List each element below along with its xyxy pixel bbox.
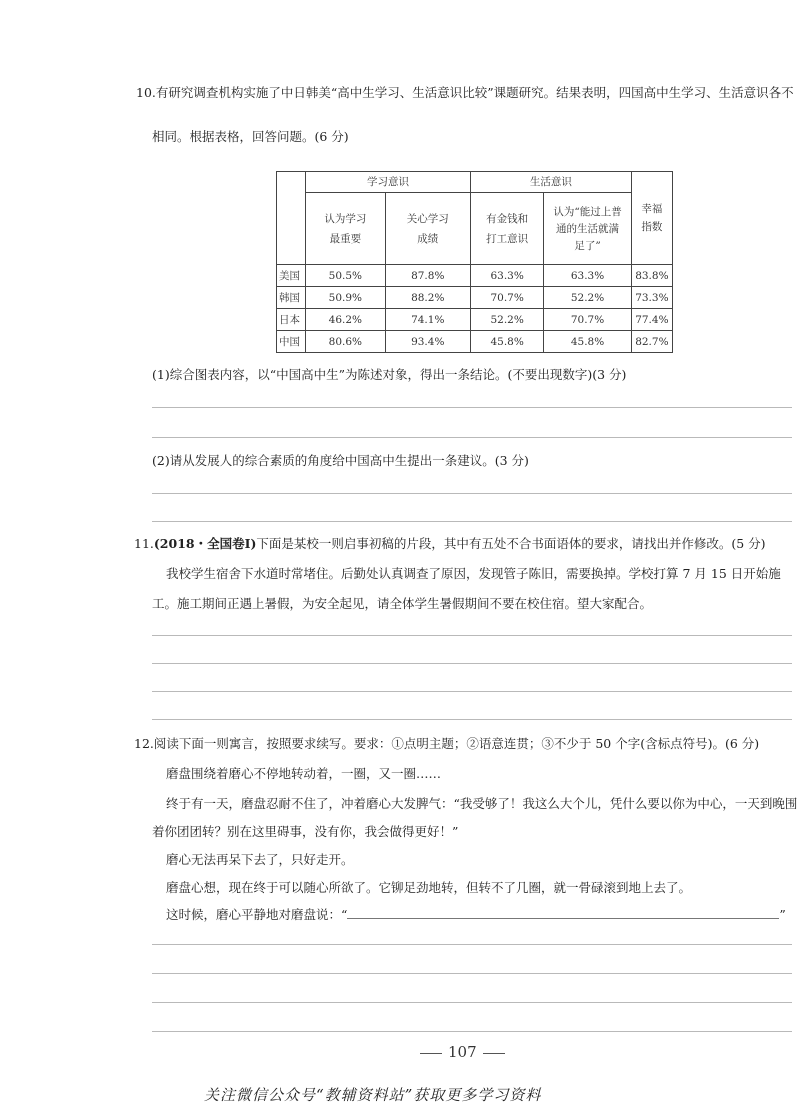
- continuation-blank[interactable]: [347, 906, 779, 919]
- q11-prompt-text: 下面是某校一则启事初稿的片段，其中有五处不合书面语体的要求，请找出并作修改。(5 分): [256, 536, 766, 551]
- q12-prompt: 12.阅读下面一则寓言，按照要求续写。要求：①点明主题；②语意连贯；③不少于 50 个字(含标点符号)。(6 分): [134, 736, 760, 751]
- answer-line[interactable]: [152, 973, 792, 974]
- q12-p5-end: ”: [779, 907, 786, 922]
- table-row: [277, 287, 673, 309]
- value-cell: 52.2%: [544, 287, 631, 309]
- q10-subquestion-1: (1)综合图表内容，以“中国高中生”为陈述对象，得出一条结论。(不要出现数字)(3 分): [152, 367, 627, 382]
- value-cell: 82.7%: [631, 331, 672, 353]
- value-cell: 80.6%: [306, 331, 385, 353]
- table-row: [277, 309, 673, 331]
- answer-line[interactable]: [152, 493, 792, 494]
- value-cell: 52.2%: [470, 309, 543, 331]
- value-cell: 50.9%: [306, 287, 385, 309]
- value-cell: 70.7%: [544, 309, 631, 331]
- value-cell: 63.3%: [544, 265, 631, 287]
- group-life-header: 生活意识: [470, 172, 631, 193]
- q12-fable-p3: 磨心无法再呆下去了，只好走开。: [166, 852, 354, 867]
- value-cell: 45.8%: [470, 331, 543, 353]
- q12-fable-p2b: 着你团团转？别在这里碍事，没有你，我会做得更好！”: [152, 824, 459, 839]
- answer-line[interactable]: [152, 437, 792, 438]
- country-cell: 中国: [277, 331, 306, 353]
- page-number-dash-left: [420, 1053, 442, 1054]
- value-cell: 63.3%: [470, 265, 543, 287]
- q10-line2: 相同。根据表格，回答问题。(6 分): [152, 129, 349, 144]
- country-cell: 美国: [277, 265, 306, 287]
- value-cell: 83.8%: [631, 265, 672, 287]
- happiness-header: 幸福 指数: [631, 172, 672, 265]
- answer-line[interactable]: [152, 663, 792, 664]
- value-cell: 93.4%: [385, 331, 470, 353]
- q12-fable-p5: [166, 906, 786, 923]
- value-cell: 87.8%: [385, 265, 470, 287]
- page-number-dash-right: [483, 1053, 505, 1054]
- q11-passage-line2: 工。施工期间正遇上暑假，为安全起见，请全体学生暑假期间不要在校住宿。望大家配合。: [152, 596, 653, 611]
- q12-fable-p2a: 终于有一天，磨盘忍耐不住了，冲着磨心大发脾气：“我受够了！我这么大个儿，凭什么要以你为中心，一天到晚围: [166, 796, 798, 811]
- value-cell: 46.2%: [306, 309, 385, 331]
- q12-fable-p1: 磨盘围绕着磨心不停地转动着，一圈，又一圈……: [166, 766, 442, 781]
- col-ordinary-life-header: 认为“能过上普 通的生活就满 足了”: [544, 193, 631, 265]
- value-cell: 77.4%: [631, 309, 672, 331]
- q11-number: 11.: [134, 536, 154, 551]
- country-cell: 韩国: [277, 287, 306, 309]
- answer-line[interactable]: [152, 1031, 792, 1032]
- col-study-important-header: 认为学习 最重要: [306, 193, 385, 265]
- table-row: [277, 331, 673, 353]
- value-cell: 74.1%: [385, 309, 470, 331]
- answer-line[interactable]: [152, 407, 792, 408]
- table-row: [277, 265, 673, 287]
- q11-passage-line1: 我校学生宿舍下水道时常堵住。后勤处认真调查了原因，发现管子陈旧，需要换掉。学校打算 7 月 15 日开始施: [166, 566, 781, 581]
- table-corner-cell: [277, 172, 306, 265]
- col-study-grades-header: 关心学习 成绩: [385, 193, 470, 265]
- footer-note: 关注微信公众号“教辅资料站”获取更多学习资料: [204, 1086, 542, 1104]
- q11-prompt: [134, 536, 766, 552]
- q11-source: (2018・全国卷Ⅰ): [153, 536, 257, 551]
- q10-line1: 10.有研究调查机构实施了中日韩美“高中生学习、生活意识比较”课题研究。结果表明，四国高中生学习、生活意识各不: [136, 85, 794, 100]
- answer-line[interactable]: [152, 719, 792, 720]
- value-cell: 50.5%: [306, 265, 385, 287]
- answer-line[interactable]: [152, 1002, 792, 1003]
- group-study-header: 学习意识: [306, 172, 471, 193]
- value-cell: 88.2%: [385, 287, 470, 309]
- answer-line[interactable]: [152, 635, 792, 636]
- q12-fable-p4: 磨盘心想，现在终于可以随心所欲了。它铆足劲地转，但转不了几圈，就一骨碌滚到地上去了。: [166, 880, 692, 895]
- answer-line[interactable]: [152, 521, 792, 522]
- value-cell: 73.3%: [631, 287, 672, 309]
- answer-line[interactable]: [152, 944, 792, 945]
- value-cell: 70.7%: [470, 287, 543, 309]
- survey-table: [276, 171, 673, 353]
- page-number: 107: [414, 1043, 511, 1061]
- answer-line[interactable]: [152, 691, 792, 692]
- col-money-header: 有金钱和 打工意识: [470, 193, 543, 265]
- value-cell: 45.8%: [544, 331, 631, 353]
- q10-subquestion-2: (2)请从发展人的综合素质的角度给中国高中生提出一条建议。(3 分): [152, 453, 529, 468]
- country-cell: 日本: [277, 309, 306, 331]
- q12-p5-start: 这时候，磨心平静地对磨盘说：“: [166, 907, 348, 922]
